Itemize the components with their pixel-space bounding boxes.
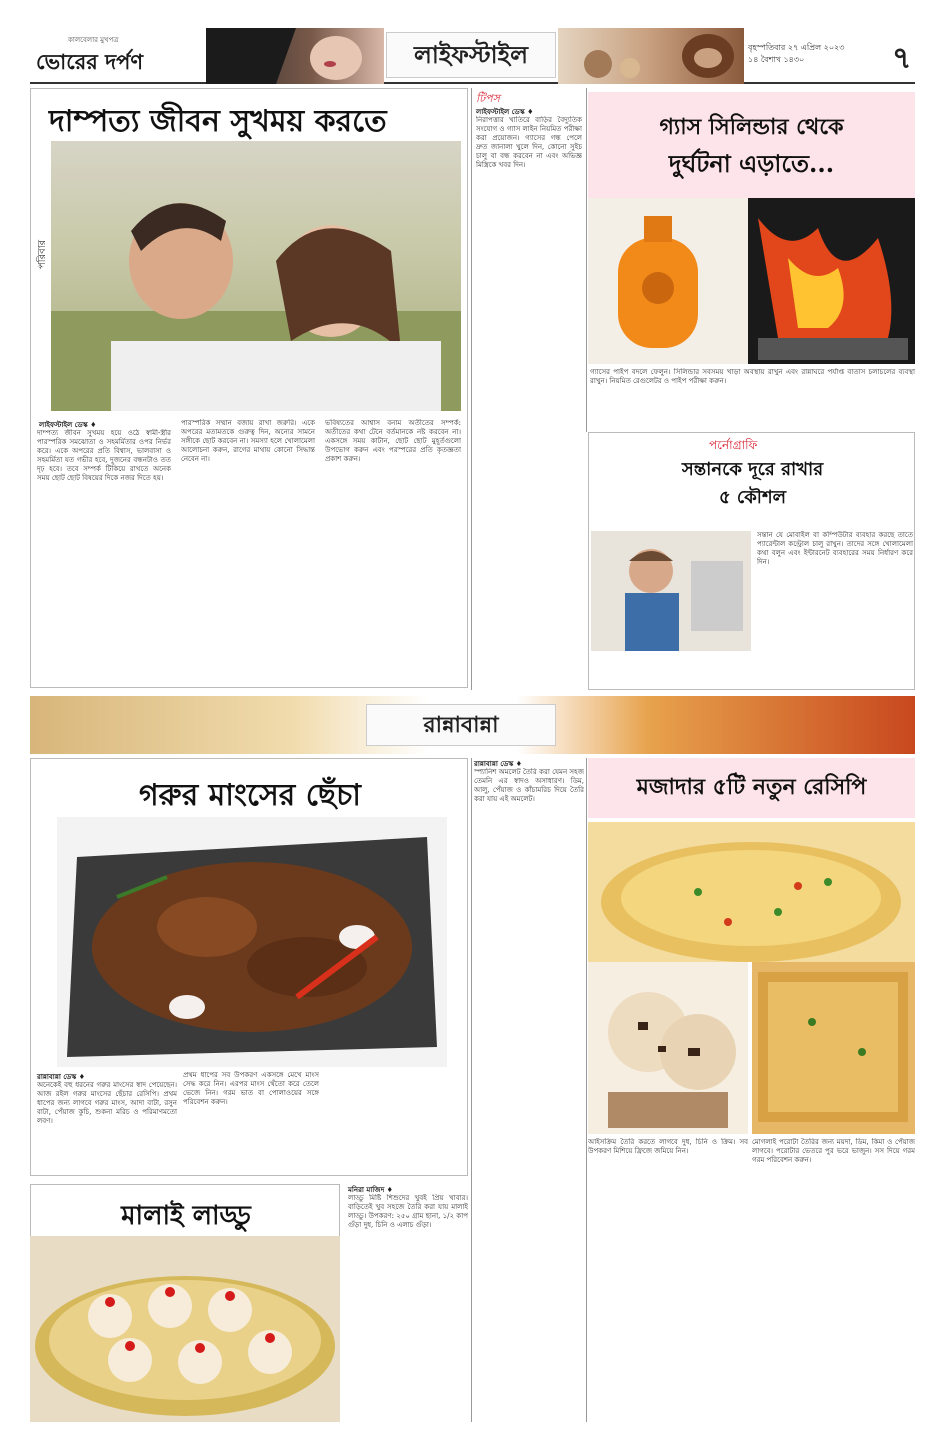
beef-text: অনেকেই বহু ধরনের গরুর মাংসের স্বাদ পেয়েছেন। আজ রইল গরুর মাংসের ছেঁচার রেসিপি। প্রথম ধাপের জন্য লাগবে গরুর মাংস, আদা বাটা, রসুন বাটা, পেঁয়াজ কুচি, শুকনা মরিচ ও পরিমাণমতো লবণ। (37, 1081, 177, 1125)
omelette-photo (588, 822, 915, 962)
recipe-headline-box (588, 758, 915, 818)
gas-photo (588, 198, 915, 364)
gas-headline-line1[interactable]: গ্যাস সিলিন্ডার থেকে (659, 114, 844, 140)
paratha-photo (752, 962, 915, 1134)
beef-text-2: প্রথম ধাপের সব উপকরণ একসঙ্গে মেখে মাংস সেদ্ধ করে নিন। এরপর মাংস থেঁতো করে তেলে ভেজে নিন। গরম ভাত বা পোলাওয়ের সঙ্গে পরিবেশন করুন। (183, 1071, 319, 1106)
beef-dish-icon (57, 817, 447, 1067)
omelette-icon (588, 822, 915, 962)
column-divider (586, 88, 587, 432)
masthead (30, 28, 915, 84)
newspaper-logo[interactable] (30, 32, 202, 80)
tips-column (474, 88, 584, 688)
parenting-label: পর্নোগ্রাফি (709, 438, 758, 452)
laddu-photo (30, 1236, 340, 1422)
column-divider (586, 758, 587, 1422)
parenting-headline-line2[interactable]: ৫ কৌশল (718, 487, 787, 508)
date-bengali: ১৪ বৈশাখ ১৪৩০ (748, 55, 805, 64)
page-number: ৭ (892, 41, 912, 76)
couple-photo (51, 141, 461, 411)
parenting-headline-line1[interactable]: সন্তানকে দূরে রাখার (681, 459, 824, 480)
article-column-2: পারস্পরিক সম্মান বজায় রাখা জরুরি। একে অপরের মতামতকে গুরুত্ব দিন, অন্যের সামনে সঙ্গীকে ছোট করবেন না। সমস্যা হলে খোলামেলা আলোচনা করুন, রাগের মাথায় কোনো সিদ্ধান্ত নেবেন না। (181, 419, 315, 463)
article-headline[interactable]: দাম্পত্য জীবন সুখময় করতে (49, 104, 387, 139)
icecream-photo (588, 962, 748, 1134)
icecream-icon (588, 962, 748, 1134)
cooking-section-title: রান্নাবান্না (366, 704, 556, 746)
beef-headline[interactable]: গরুর মাংসের ছেঁচা (139, 778, 361, 813)
child-with-laptop-icon (591, 531, 751, 651)
recipe-text-3: মোগলাই পরোটা তৈরির জন্য ময়দা, ডিম, কিমা ও পেঁয়াজ লাগবে। পরোটার ভেতরে পুর ভরে ভাজুন। সস দিয়ে গরম গরম পরিবেশন করুন। (752, 1138, 915, 1164)
recipe-text-2: আইসক্রিম তৈরি করতে লাগবে দুধ, চিনি ও ক্রিম। সব উপকরণ মিশিয়ে ফ্রিজে জমিয়ে নিন। (588, 1138, 748, 1155)
cooking-banner (30, 696, 915, 754)
laddu-headline-box (30, 1184, 340, 1236)
recipe-byline: রান্নাবান্না ডেস্ক ♦ (474, 759, 523, 768)
tips-label: টিপস (476, 92, 500, 105)
parenting-text: সন্তান যে মোবাইল বা কম্পিউটার ব্যবহার করছে তাতে প্যারেন্টাল কন্ট্রোল চালু রাখুন। তাদের সঙ্গে খোলামেলা কথা বলুন এবং ইন্টারনেট ব্যবহারের সময় নির্ধারণ করে দিন। (757, 531, 913, 566)
banner-image-right (558, 28, 744, 84)
parenting-article (588, 432, 915, 690)
article-byline: লাইফস্টাইল ডেস্ক ♦ (39, 420, 97, 429)
column-divider (471, 88, 472, 690)
date-box (748, 42, 888, 66)
recipe-text: স্প্যানিশ অমলেট তৈরি করা যেমন সহজ তেমনি এর স্বাদও অসাধারণ। ডিম, আলু, পেঁয়াজ ও কাঁচামরিচ দিয়ে তৈরি করা যায় এই অমলেট। (474, 768, 584, 803)
beef-article (30, 758, 468, 1176)
gas-cylinder-fire-icon (588, 198, 915, 364)
logo-text: ভোরের দর্পণ (36, 49, 144, 74)
logo-tagline: কালবেলার মুখপত্র (68, 36, 119, 44)
beef-byline: রান্নাবান্না ডেস্ক ♦ (37, 1072, 86, 1081)
date-gregorian: বৃহস্পতিবার ২৭ এপ্রিল ২০২৩ (748, 43, 845, 52)
paratha-icon (752, 962, 915, 1134)
side-label: পরিবার (37, 239, 48, 269)
child-laptop-photo (591, 531, 751, 651)
article-marriage (30, 88, 468, 688)
spa-stones-icon (558, 28, 744, 84)
gas-headline-box (588, 92, 915, 200)
couple-image-icon (51, 141, 461, 411)
laddu-byline: মনিরা মাজিদ ♦ (348, 1185, 393, 1194)
banner-image-left (206, 28, 384, 84)
woman-face-icon (206, 28, 384, 84)
laddu-headline[interactable]: মালাই লাড্ডু (121, 1201, 251, 1231)
recipe-headline[interactable]: মজাদার ৫টি নতুন রেসিপি (636, 774, 867, 800)
tips-text: নিরাপত্তার খাতিরে বাড়ির বৈদ্যুতিক সংযোগ ও গ্যাস লাইন নিয়মিত পরীক্ষা করা প্রয়োজন। গ্যাসের গন্ধ পেলে দ্রুত জানালা খুলে দিন, কোনো সুইচ চালু বা বন্ধ করবেন না এবং অভিজ্ঞ মিস্ত্রিকে খবর দিন। (476, 116, 582, 169)
article-column-1: দাম্পত্য জীবন সুখময় হয়ে ওঠে স্বামী-স্ত্রীর পারস্পরিক সমঝোতা ও সহমর্মিতার ওপর নির্ভর করে। একে অপরের প্রতি বিশ্বাস, ভালবাসা ও সহমর্মিতা যত গভীর হবে, দুজনের বন্ধনটাও তত দৃঢ় হবে। তবে সম্পর্ক টিকিয়ে রাখতে অনেক সময় ছোট ছোট বিষয়ের দিকে নজর দিতে হয়। (37, 429, 171, 482)
beef-dish-photo (57, 817, 447, 1067)
laddu-sweets-icon (30, 1236, 340, 1422)
tips-byline: লাইফস্টাইল ডেস্ক ♦ (476, 107, 534, 116)
section-title: লাইফস্টাইল (386, 32, 556, 78)
laddu-text: লাড্ডু মিষ্টি শিশুদের খুবই প্রিয় খাবার। বাড়িতেই খুব সহজে তৈরি করা যায় মালাই লাড্ডু। উপকরণ: ২৫০ গ্রাম ছানা, ১/২ কাপ গুঁড়া দুধ, চিনি ও এলাচ গুঁড়া। (348, 1194, 468, 1229)
gas-headline-line2[interactable]: দুর্ঘটনা এড়াতে... (668, 149, 835, 178)
column-divider (471, 758, 472, 1422)
article-column-3: ভবিষ্যতের আশ্বাস বনাম অতীতের সম্পর্ক: অতীতের কথা টেনে বর্তমানকে নষ্ট করবেন না। একসঙ্গে সময় কাটান, ছোট ছোট মুহূর্তগুলো উপভোগ করুন এবং পরস্পরের প্রতি কৃতজ্ঞতা প্রকাশ করুন। (325, 419, 461, 463)
gas-text: গ্যাসের পাইপ বদলে ফেলুন। সিলিন্ডার সবসময় খাড়া অবস্থায় রাখুন এবং রান্নাঘরে পর্যাপ্ত বাতাস চলাচলের ব্যবস্থা রাখুন। নিয়মিত রেগুলেটর ও পাইপ পরীক্ষা করুন। (590, 368, 915, 385)
